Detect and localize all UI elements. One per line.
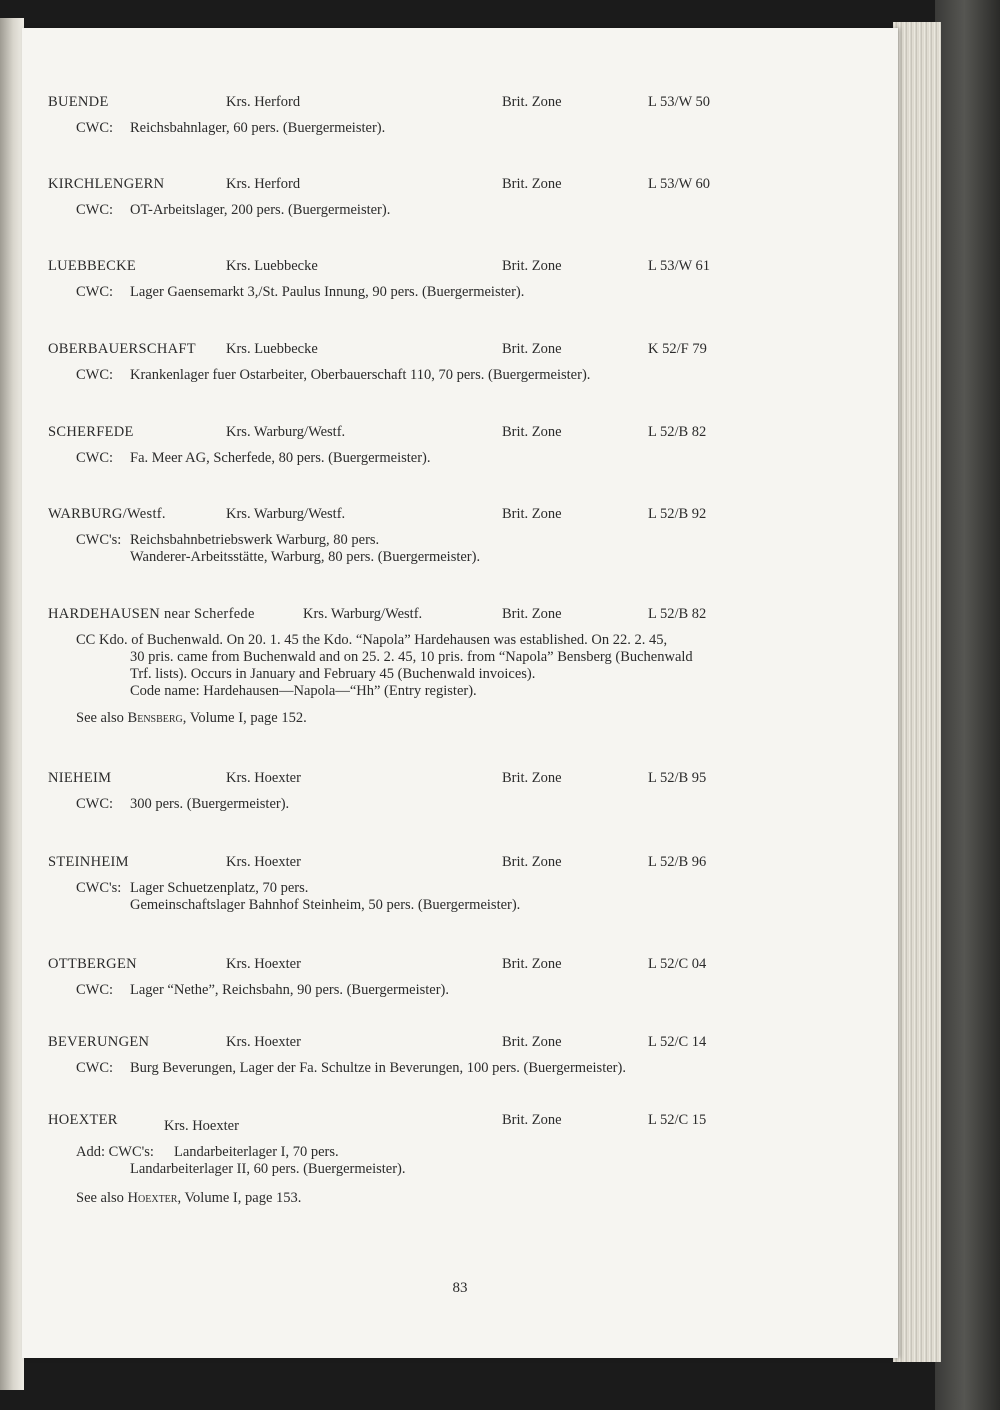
- entry-hoexter: [48, 1112, 898, 1207]
- zone: Brit. Zone: [502, 854, 562, 870]
- camp-line: Reichsbahnbetriebswerk Warburg, 80 pers.: [130, 532, 380, 548]
- camp-line: Lager Gaensemarkt 3,/St. Paulus Innung, 90 pers. (Buergermeister).: [130, 284, 525, 300]
- camp-line: Wanderer-Arbeitsstätte, Warburg, 80 pers. (Buergermeister).: [130, 549, 481, 565]
- district: Krs. Warburg/Westf.: [226, 424, 346, 440]
- district: Krs. Hoexter: [226, 854, 301, 870]
- entry-beverungen: [48, 1034, 898, 1077]
- place-name: BUENDE: [48, 94, 109, 110]
- entry-oberbauerschaft: [48, 341, 898, 384]
- entry-scherfede: [48, 424, 898, 467]
- see-also-suffix: , Volume I, page 152.: [182, 710, 307, 726]
- zone: Brit. Zone: [502, 176, 562, 192]
- see-also-place: Bensberg: [127, 710, 183, 726]
- zone: Brit. Zone: [502, 258, 562, 274]
- camp-line: Fa. Meer AG, Scherfede, 80 pers. (Buergermeister).: [130, 450, 431, 466]
- entry-ottbergen: [48, 956, 898, 999]
- book-cover-edge: [935, 0, 1000, 1410]
- map-reference: L 52/C 14: [648, 1034, 707, 1050]
- book-gutter: [0, 18, 24, 1390]
- zone: Brit. Zone: [502, 606, 562, 622]
- zone: Brit. Zone: [502, 1112, 562, 1128]
- camp-line: Burg Beverungen, Lager der Fa. Schultze in Beverungen, 100 pers. (Buergermeister).: [130, 1060, 626, 1076]
- see-also-prefix: See also: [76, 710, 128, 726]
- district: Krs. Hoexter: [226, 1034, 301, 1050]
- map-reference: K 52/F 79: [648, 341, 707, 357]
- zone: Brit. Zone: [502, 424, 562, 440]
- entry-luebbecke: [48, 258, 898, 301]
- camp-type: Add: CWC's:: [76, 1144, 154, 1160]
- camp-line: Lager “Nethe”, Reichsbahn, 90 pers. (Buergermeister).: [130, 982, 450, 998]
- camp-line: OT-Arbeitslager, 200 pers. (Buergermeister).: [130, 202, 391, 218]
- camp-line: Gemeinschaftslager Bahnhof Steinheim, 50 pers. (Buergermeister).: [130, 897, 521, 913]
- see-also-reference: [76, 710, 898, 727]
- entry-nieheim: [48, 770, 898, 813]
- history-line: 30 pris. came from Buchenwald and on 25. 2. 45, 10 pris. from “Napola” Bensberg (Buchenwald: [130, 649, 693, 665]
- camp-type: CWC:: [76, 982, 114, 998]
- camp-line: Krankenlager fuer Ostarbeiter, Oberbauerschaft 110, 70 pers. (Buergermeister).: [130, 367, 591, 383]
- place-name: OBERBAUERSCHAFT: [48, 341, 196, 357]
- place-name: STEINHEIM: [48, 854, 129, 870]
- map-reference: L 52/B 92: [648, 506, 707, 522]
- zone: Brit. Zone: [502, 770, 562, 786]
- district: Krs. Hoexter: [226, 770, 301, 786]
- district: Krs. Luebbecke: [226, 258, 318, 274]
- place-name: KIRCHLENGERN: [48, 176, 165, 192]
- camp-type: CWC's:: [76, 532, 122, 548]
- see-also-place: Hoexter: [127, 1190, 178, 1206]
- district: Krs. Hoexter: [164, 1118, 239, 1134]
- entry-buende: [48, 94, 898, 137]
- place-name: NIEHEIM: [48, 770, 112, 786]
- camp-type: CWC:: [76, 1060, 114, 1076]
- history-line: Trf. lists). Occurs in January and February 45 (Buchenwald invoices).: [130, 666, 536, 682]
- map-reference: L 53/W 61: [648, 258, 711, 274]
- camp-line: Landarbeiterlager II, 60 pers. (Buergermeister).: [130, 1161, 406, 1177]
- place-name: HARDEHAUSEN near Scherfede: [48, 606, 255, 622]
- camp-line: 300 pers. (Buergermeister).: [130, 796, 290, 812]
- map-reference: L 52/B 95: [648, 770, 707, 786]
- place-name: LUEBBECKE: [48, 258, 137, 274]
- history-line: CC Kdo. of Buchenwald. On 20. 1. 45 the Kdo. “Napola” Hardehausen was established. On 22. 2. 45,: [76, 632, 668, 648]
- entry-hardehausen: [48, 606, 898, 727]
- map-reference: L 53/W 50: [648, 94, 711, 110]
- entry-steinheim: [48, 854, 898, 914]
- zone: Brit. Zone: [502, 94, 562, 110]
- place-name: OTTBERGEN: [48, 956, 137, 972]
- see-also-prefix: See also: [76, 1190, 128, 1206]
- district: Krs. Herford: [226, 94, 301, 110]
- place-name: SCHERFEDE: [48, 424, 134, 440]
- camp-line: Landarbeiterlager I, 70 pers.: [174, 1144, 339, 1160]
- camp-line: Lager Schuetzenplatz, 70 pers.: [130, 880, 309, 896]
- see-also-suffix: , Volume I, page 153.: [177, 1190, 302, 1206]
- entry-kirchlengern: [48, 176, 898, 219]
- place-name: WARBURG/Westf.: [48, 506, 166, 522]
- camp-type: CWC:: [76, 796, 114, 812]
- book-page: [22, 28, 898, 1358]
- map-reference: L 52/C 15: [648, 1112, 707, 1128]
- camp-type: CWC:: [76, 450, 114, 466]
- camp-type: CWC:: [76, 367, 114, 383]
- page-block-edges: [893, 22, 941, 1362]
- map-reference: L 52/B 96: [648, 854, 707, 870]
- zone: Brit. Zone: [502, 1034, 562, 1050]
- camp-type: CWC:: [76, 202, 114, 218]
- see-also-reference: [76, 1190, 898, 1207]
- camp-line: Reichsbahnlager, 60 pers. (Buergermeister).: [130, 120, 386, 136]
- district: Krs. Herford: [226, 176, 301, 192]
- zone: Brit. Zone: [502, 956, 562, 972]
- entry-warburg: [48, 506, 898, 566]
- place-name: HOEXTER: [48, 1112, 118, 1128]
- page-number: 83: [452, 1280, 468, 1296]
- map-reference: L 53/W 60: [648, 176, 711, 192]
- zone: Brit. Zone: [502, 341, 562, 357]
- map-reference: L 52/B 82: [648, 606, 707, 622]
- place-name: BEVERUNGEN: [48, 1034, 150, 1050]
- district: Krs. Luebbecke: [226, 341, 318, 357]
- camp-type: CWC:: [76, 120, 114, 136]
- camp-type: CWC's:: [76, 880, 122, 896]
- zone: Brit. Zone: [502, 506, 562, 522]
- history-line: Code name: Hardehausen—Napola—“Hh” (Entry register).: [130, 683, 477, 699]
- district: Krs. Warburg/Westf.: [303, 606, 423, 622]
- map-reference: L 52/C 04: [648, 956, 707, 972]
- district: Krs. Hoexter: [226, 956, 301, 972]
- map-reference: L 52/B 82: [648, 424, 707, 440]
- district: Krs. Warburg/Westf.: [226, 506, 346, 522]
- camp-type: CWC:: [76, 284, 114, 300]
